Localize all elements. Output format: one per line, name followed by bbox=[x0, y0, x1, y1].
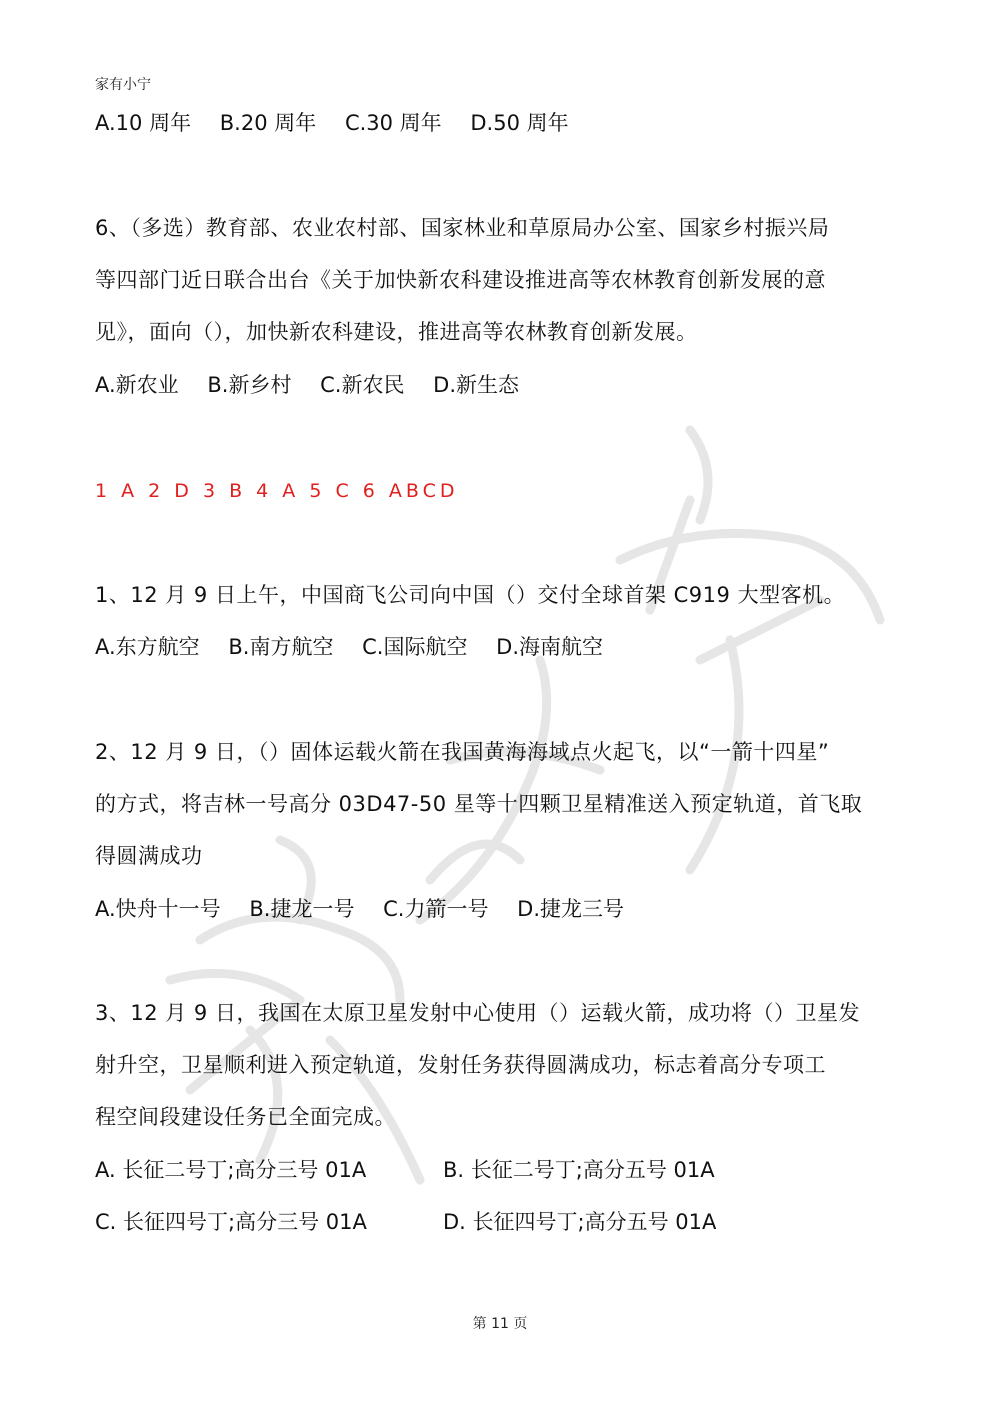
q1-options bbox=[95, 632, 625, 662]
q1-option-c: C.国际航空 bbox=[362, 635, 468, 659]
q2-option-a: A.快舟十一号 bbox=[95, 897, 221, 921]
q2-options bbox=[95, 894, 646, 924]
q6-option-d: D.新生态 bbox=[433, 373, 520, 397]
q2-option-d: D.捷龙三号 bbox=[517, 897, 625, 921]
q6-option-b: B.新乡村 bbox=[207, 373, 292, 397]
q5-option-d: D.50 周年 bbox=[470, 111, 569, 135]
q5-option-a: A.10 周年 bbox=[95, 111, 192, 135]
q3-options-row-2 bbox=[95, 1207, 716, 1237]
q6-options bbox=[95, 370, 541, 400]
page-header: 家有小宁 bbox=[95, 77, 151, 93]
q3-options-row-1 bbox=[95, 1155, 715, 1185]
q3-line-1: 3、12 月 9 日，我国在太原卫星发射中心使用（）运载火箭，成功将（）卫星发 bbox=[95, 1001, 860, 1025]
q1-option-a: A.东方航空 bbox=[95, 635, 200, 659]
q3-line-3: 程空间段建设任务已全面完成。 bbox=[95, 1105, 396, 1129]
q3-option-c: C. 长征四号丁;高分三号 01A bbox=[95, 1210, 367, 1234]
q1-option-d: D.海南航空 bbox=[496, 635, 604, 659]
answer-key: 1 A 2 D 3 B 4 A 5 C 6 ABCD bbox=[95, 480, 459, 502]
q5-option-c: C.30 周年 bbox=[344, 111, 442, 135]
q2-line-3: 得圆满成功 bbox=[95, 844, 203, 868]
q1-line-1: 1、12 月 9 日上午，中国商飞公司向中国（）交付全球首架 C919 大型客机。 bbox=[95, 583, 846, 607]
q6-line-1: 6、（多选）教育部、农业农村部、国家林业和草原局办公室、国家乡村振兴局 bbox=[95, 216, 830, 240]
q3-option-a: A. 长征二号丁;高分三号 01A bbox=[95, 1158, 367, 1182]
q5-option-b: B.20 周年 bbox=[219, 111, 317, 135]
page-number: 第 11 页 bbox=[472, 1316, 528, 1332]
q3-option-d: D. 长征四号丁;高分五号 01A bbox=[443, 1210, 717, 1234]
q5-options bbox=[95, 108, 591, 138]
q1-option-b: B.南方航空 bbox=[228, 635, 334, 659]
q3-option-b: B. 长征二号丁;高分五号 01A bbox=[443, 1158, 715, 1182]
q2-line-1: 2、12 月 9 日，（）固体运载火箭在我国黄海海域点火起飞，以“一箭十四星” bbox=[95, 740, 830, 764]
q2-option-c: C.力箭一号 bbox=[383, 897, 489, 921]
q6-line-3: 见》，面向（），加快新农科建设，推进高等农林教育创新发展。 bbox=[95, 320, 698, 344]
q2-line-2: 的方式，将吉林一号高分 03D47-50 星等十四颗卫星精准送入预定轨道，首飞取 bbox=[95, 792, 863, 816]
q6-option-a: A.新农业 bbox=[95, 373, 179, 397]
q3-line-2: 射升空，卫星顺利进入预定轨道，发射任务获得圆满成功，标志着高分专项工 bbox=[95, 1053, 826, 1077]
q2-option-b: B.捷龙一号 bbox=[249, 897, 355, 921]
q6-option-c: C.新农民 bbox=[320, 373, 405, 397]
q6-line-2: 等四部门近日联合出台《关于加快新农科建设推进高等农林教育创新发展的意 bbox=[95, 268, 826, 292]
